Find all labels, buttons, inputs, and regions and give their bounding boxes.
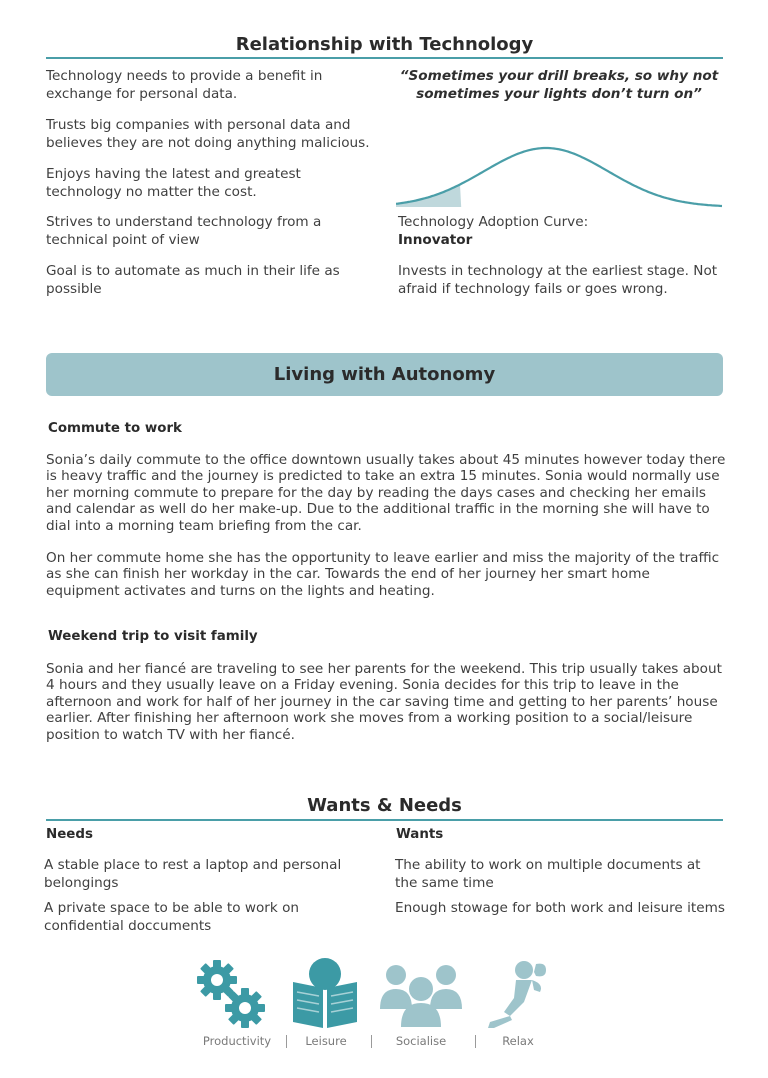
adoption-note: Invests in technology at the earliest stage. Not afraid if technology fails or goes wrong. bbox=[398, 263, 718, 297]
persona-quote: “Sometimes your drill breaks, so why not sometimes your lights don’t turn on” bbox=[399, 68, 719, 102]
wants-heading: Wants bbox=[396, 827, 444, 842]
icon-label-relax: Relax bbox=[502, 1034, 534, 1048]
want-item-1: The ability to work on multiple documents at the same time bbox=[395, 857, 701, 891]
adoption-label: Technology Adoption Curve: bbox=[398, 214, 589, 230]
group-icon bbox=[376, 961, 466, 1029]
weekend-paragraph: Sonia and her fiancé are traveling to see her parents for the weekend. This trip usually takes about 4 hours and they usually leave on a Friday evening. Sonia decides for this trip to leave in the afternoon and work for half of her journey in the car saving time and getting to her parents’ house earlier. After finishing her afternoon work she moves from a working position to a social/leisure position to watch TV with her fiancé. bbox=[46, 661, 722, 743]
autonomy-banner bbox=[46, 353, 723, 396]
commute-paragraph-1: Sonia’s daily commute to the office downtown usually takes about 45 minutes however today there is heavy traffic and the journey is predicted to take an extra 15 minutes. Sonia would normally use her morning commute to prepare for the day by reading the days cases and checking her emails and calendar as well do her make-up. Due to the additional traffic in the morning she will have to dial into a morning team briefing from the car. bbox=[46, 452, 726, 534]
adoption-curve bbox=[396, 140, 726, 212]
icon-separator bbox=[286, 1035, 287, 1048]
icon-label-socialise: Socialise bbox=[395, 1034, 447, 1048]
autonomy-title: Living with Autonomy bbox=[273, 364, 496, 385]
weekend-heading: Weekend trip to visit family bbox=[48, 629, 258, 644]
want-item-2: Enough stowage for both work and leisure items bbox=[395, 900, 725, 916]
tech-point-1: Technology needs to provide a benefit in exchange for personal data. bbox=[46, 68, 323, 102]
needs-heading: Needs bbox=[46, 827, 93, 842]
need-item-1: A stable place to rest a laptop and personal belongings bbox=[44, 857, 342, 891]
commute-heading: Commute to work bbox=[48, 421, 182, 436]
icon-separator bbox=[371, 1035, 372, 1048]
relaxing-person-icon bbox=[480, 958, 554, 1030]
wants-needs-rule bbox=[46, 819, 723, 821]
technology-title-rule bbox=[46, 57, 723, 59]
reading-person-icon bbox=[289, 958, 361, 1030]
adoption-value: Innovator bbox=[398, 232, 473, 248]
commute-paragraph-2: On her commute home she has the opportunity to leave earlier and miss the majority of the traffic as she can finish her workday in the car. Towards the end of her journey her smart home equipment activates and turns on the lights and heating. bbox=[46, 550, 720, 599]
tech-point-4: Strives to understand technology from a technical point of view bbox=[46, 214, 322, 248]
icon-label-productivity: Productivity bbox=[202, 1034, 272, 1048]
tech-point-3: Enjoys having the latest and greatest technology no matter the cost. bbox=[46, 166, 301, 200]
gears-icon bbox=[193, 958, 273, 1030]
icon-separator bbox=[475, 1035, 476, 1048]
technology-title: Relationship with Technology bbox=[235, 34, 534, 55]
icon-label-leisure: Leisure bbox=[305, 1034, 347, 1048]
tech-point-2: Trusts big companies with personal data and believes they are not doing anything malicious. bbox=[46, 117, 370, 151]
wants-needs-title: Wants & Needs bbox=[307, 795, 462, 816]
tech-point-5: Goal is to automate as much in their life as possible bbox=[46, 263, 340, 297]
need-item-2: A private space to be able to work on confidential doccuments bbox=[44, 900, 300, 934]
